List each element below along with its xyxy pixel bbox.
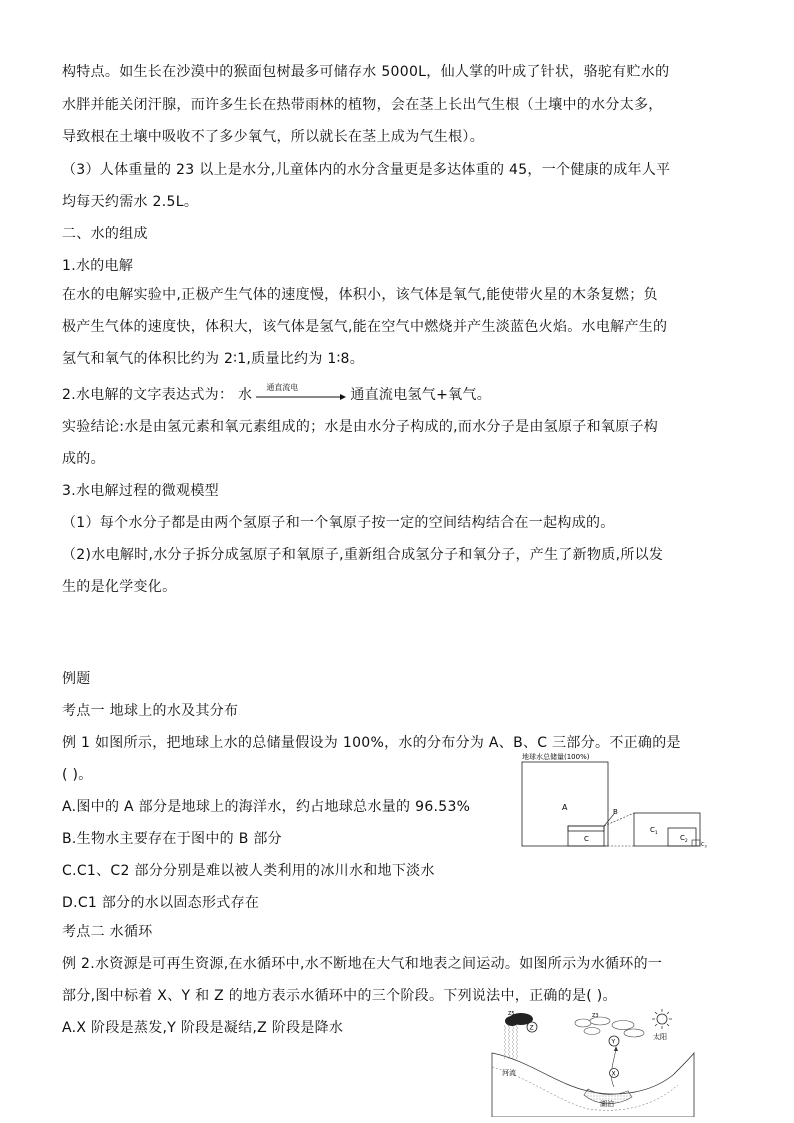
text-line: 在水的电解实验中,正极产生气体的速度慢，体积小，该气体是氧气,能使带火星的木条复燃；负 [62,287,658,303]
connector-top [604,813,634,826]
option-a: A.图中的 A 部分是地球上的海洋水，约占地球总水量的 96.53% [62,799,471,815]
stage-x-label: X [611,1070,616,1078]
cloud-icon [584,1028,600,1035]
sun-label: 太阳 [653,1033,667,1041]
label-c3: $C_3$ [701,842,707,849]
question-stem: 例 1 如图所示，把地球上水的总储量假设为 100%，水的分布分为 A、B、C 三部分。不正确的是 [62,735,681,751]
text-line: 实验结论:水是由氢元素和氧元素组成的；水是由水分子构成的,而水分子是由氢原子和氧原子构 [62,419,659,435]
text-line: 均每天约需水 2.5L。 [62,194,199,210]
answer-blank: ( )。 [62,767,93,783]
sun-icon [652,1009,672,1029]
equation-line [62,385,491,405]
reaction-arrow [256,385,346,405]
cloud-icon [624,1029,644,1037]
text-line: 成的。 [62,451,105,467]
topic-heading: 考点一 地球上的水及其分布 [62,703,239,719]
text-line: （3）人体重量的 23 以上是水分,儿童体内的水分含量更是多达体重的 45，一个健康的成年人平 [62,162,671,178]
question-stem: 例 2.水资源是可再生资源,在水循环中,水不断地在大气和地表之间运动。如图所示为水循环的一 [62,956,663,972]
river-label: 河流 [502,1069,516,1077]
cloud-icon [612,1021,634,1030]
water-distribution-figure [518,750,718,850]
water-cycle-figure [488,1005,698,1117]
text-line: 水胖并能关闭汗腺，而许多生长在热带雨林的植物，会在茎上长出气生根（土壤中的水分太多， [62,97,663,113]
text-line: 生的是化学变化。 [62,579,177,595]
cloud-icon [575,1019,591,1027]
arrow-head-icon [614,1046,618,1051]
topic-heading: 考点二 水循环 [62,924,153,940]
option-b: B.生物水主要存在于图中的 B 部分 [62,831,282,847]
label-c: C [584,835,589,843]
examples-heading: 例题 [62,671,91,687]
evaporation-arrow [611,1049,616,1087]
option-d: D.C1 部分的水以固态形式存在 [62,895,260,911]
stage-z-label: Z [529,1024,534,1032]
equation-suffix: 通直流电氢气+氧气。 [350,387,492,403]
arrow-icon [256,393,346,401]
text-line: 氢气和氧气的体积比约为 2∶1,质量比约为 1∶8。 [62,351,365,367]
subheading: 1.水的电解 [62,258,134,274]
ground-profile [492,1053,694,1117]
text-line: 导致根在土壤中吸收不了多少氧气，所以就长在茎上成为气生根）。 [62,129,484,145]
cloud-group-label: Z3 [592,1013,599,1019]
box-c-expanded [634,813,700,846]
stage-y-label: Y [611,1038,616,1046]
text-line: （1）每个水分子都是由两个氢原子和一个氧原子按一定的空间结构结合在一起构成的。 [62,515,615,531]
label-a: A [562,803,568,812]
arrow-condition: 通直流电 [266,383,299,392]
figure-title: 地球水总储量(100%) [522,753,590,761]
option-c: C.C1、C2 部分分别是难以被人类利用的冰川水和地下淡水 [62,863,435,879]
text-line: （2)水电解时,水分子拆分成氢原子和氧原子,重新组合成氢分子和氧分子，产生了新物质,所以发 [62,547,664,563]
text-line: 构特点。如生长在沙漠中的猴面包树最多可储存水 5000L，仙人掌的叶成了针状，骆驼有贮水的 [62,64,670,80]
section-heading: 二、水的组成 [62,226,148,242]
question-stem: 部分,图中标着 X、Y 和 Z 的地方表示水循环中的三个阶段。下列说法中，正确的是( )。 [62,988,617,1004]
box-b [568,826,604,831]
rain-area [502,1025,520,1059]
option-a: A.X 阶段是蒸发,Y 阶段是凝结,Z 阶段是降水 [62,1020,344,1036]
label-c2: $C_2$ [680,834,688,844]
label-c1: $C_1$ [650,826,658,836]
equation-prefix: 2.水电解的文字表达式为： 水 [62,387,253,403]
label-b: B [613,808,618,816]
lake-label: 湖泊 [600,1100,614,1108]
subheading: 3.水电解过程的微观模型 [62,483,219,499]
cloud-stage-label: Z5 [508,1011,515,1017]
text-line: 极产生气体的速度快，体积大，该气体是氢气,能在空气中燃烧并产生淡蓝色火焰。水电解产生的 [62,319,668,335]
